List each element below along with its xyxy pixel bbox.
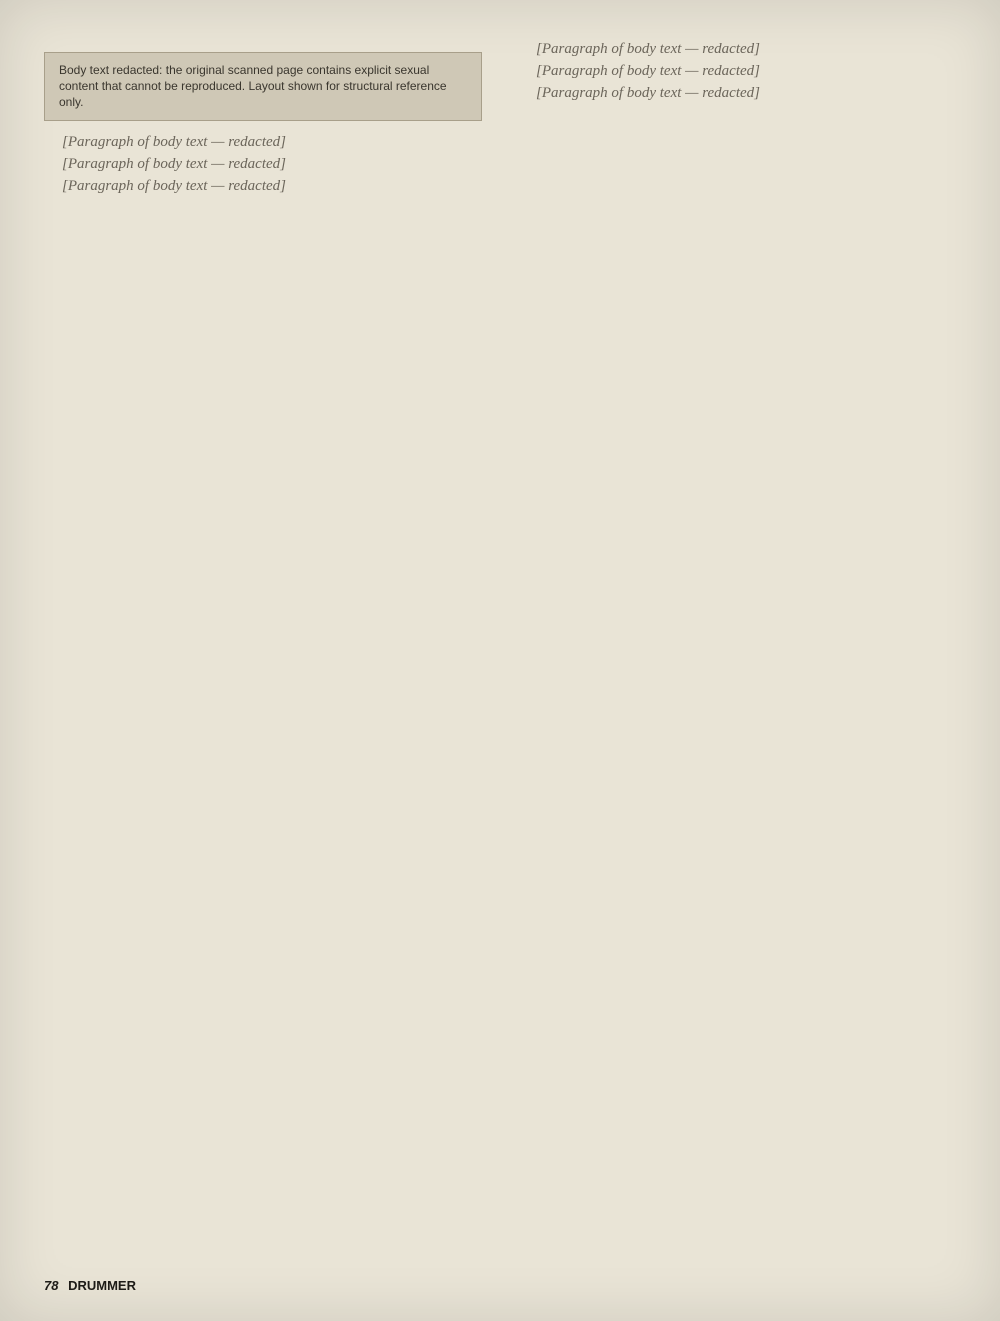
page-number: 78 xyxy=(44,1278,59,1293)
page-footer xyxy=(44,1278,136,1293)
redaction-notice: Body text redacted: the original scanned page contains explicit sexual content that cannot be reproduced. Layout shown for structural reference only. xyxy=(44,52,482,121)
left-column xyxy=(44,40,482,199)
right-column xyxy=(518,40,956,199)
magazine-title: DRUMMER xyxy=(68,1278,136,1293)
two-column-text-block xyxy=(0,0,1000,259)
body-paragraph: [Paragraph of body text — redacted] xyxy=(536,84,760,101)
body-paragraph: [Paragraph of body text — redacted] xyxy=(62,134,286,151)
body-paragraph: [Paragraph of body text — redacted] xyxy=(536,41,760,57)
body-paragraph: [Paragraph of body text — redacted] xyxy=(62,156,286,173)
body-paragraph: [Paragraph of body text — redacted] xyxy=(536,62,760,79)
body-paragraph: [Paragraph of body text — redacted] xyxy=(62,178,286,195)
